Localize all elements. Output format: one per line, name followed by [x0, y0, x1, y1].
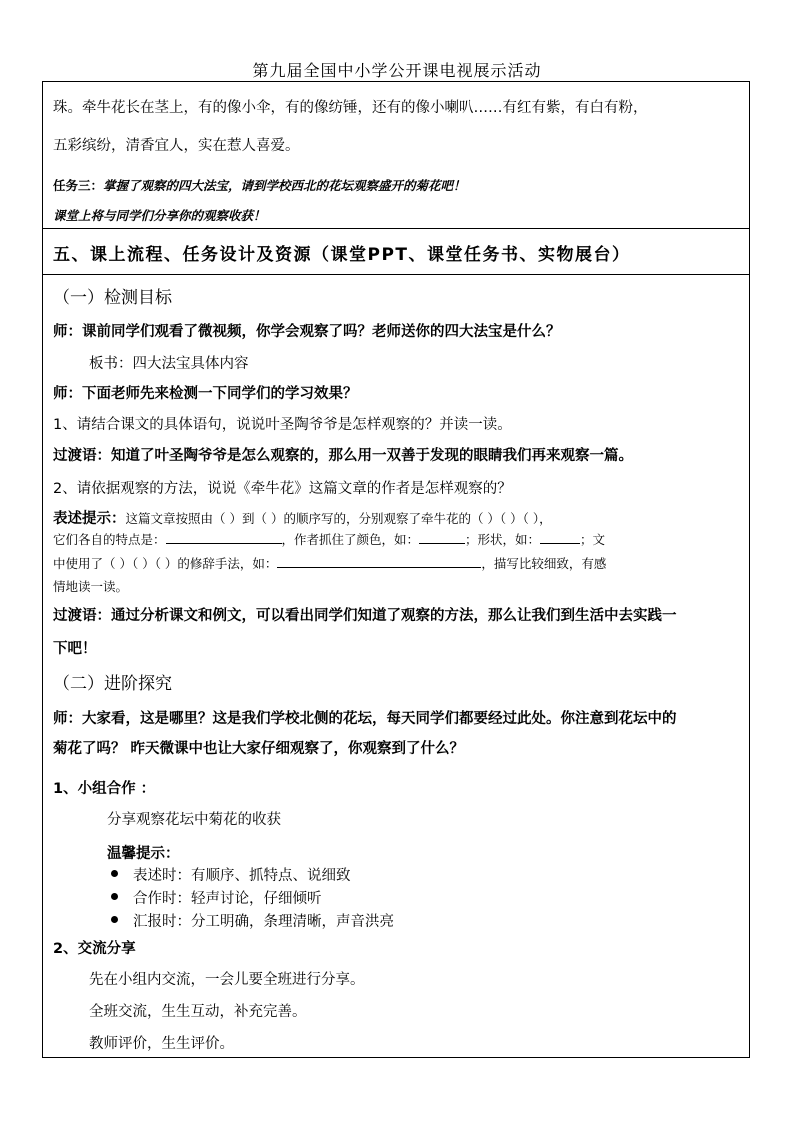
tips-title: 温馨提示： [107, 846, 180, 862]
hint-text: 这篇文章按照由（ ）到（ ）的顺序写的，分别观察了牵牛花的（ ）（ ）（ ）， [125, 511, 552, 526]
share-line: 教师评价，生生评价。 [89, 1036, 234, 1052]
hint-line-1 [53, 507, 552, 528]
tip-item: 汇报时：分工明确，条理清晰，声音洪亮 [133, 914, 394, 930]
part1-title: （一）检测目标 [53, 288, 172, 308]
part2-title: （二）进阶探究 [53, 674, 172, 694]
question-2: 2、请依据观察的方法，说说《牵牛花》这篇文章的作者是怎样观察的？ [53, 481, 512, 497]
share-line: 先在小组内交流，一会儿要全班进行分享。 [89, 972, 365, 988]
task3-line [53, 176, 466, 194]
page-header: 第九届全国中小学公开课电视展示活动 [252, 61, 542, 80]
teacher-text: 师：大家看，这是哪里？这是我们学校北侧的花坛，每天同学们都要经过此处。你注意到花坛中的 [53, 711, 677, 727]
text-line: 珠。牵牛花长在茎上，有的像小伞，有的像纺锤，还有的像小喇叭……有红有紫，有白有粉， [53, 100, 648, 116]
hint-text: ；形状，如： [465, 532, 541, 547]
blank-line[interactable] [419, 531, 465, 544]
tip-item: 表述时：有顺序、抓特点、说细致 [133, 868, 351, 884]
blank-line[interactable] [166, 531, 282, 544]
hint-text: 中使用了（ ）（ ）（ ）的修辞手法，如： [53, 556, 278, 571]
hint-text: 它们各自的特点是： [53, 532, 166, 547]
bullet-icon [111, 870, 118, 877]
share-title: 2、交流分享 [53, 941, 136, 957]
hint-line-4: 情地读一读。 [53, 579, 129, 594]
group-task: 分享观察花坛中菊花的收获 [107, 812, 281, 828]
teacher-text: 菊花了吗？ 昨天微课中也让大家仔细观察了，你观察到了什么？ [53, 741, 465, 757]
bullet-icon [111, 916, 118, 923]
row-divider [43, 228, 749, 229]
transition-1: 过渡语：知道了叶圣陶爷爷是怎么观察的，那么用一双善于发现的眼睛我们再来观察一篇。 [53, 448, 633, 464]
teacher-question: 师：课前同学们观看了微视频，你学会观察了吗？老师送你的四大法宝是什么？ [53, 324, 561, 340]
text-line: 五彩缤纷，清香宜人，实在惹人喜爱。 [53, 138, 300, 154]
hint-line-2 [53, 530, 605, 548]
task3-text: 掌握了观察的四大法宝，请到学校西北的花坛观察盛开的菊花吧！ [103, 178, 466, 193]
task3-label: 任务三： [53, 178, 104, 193]
hint-line-3 [53, 554, 606, 572]
tip-item: 合作时：轻声讨论，仔细倾听 [133, 891, 322, 907]
question-1: 1、请结合课文的具体语句，说说叶圣陶爷爷是怎样观察的？并读一读。 [53, 417, 512, 433]
teacher-question: 师：下面老师先来检测一下同学们的学习效果？ [53, 386, 358, 402]
board-note: 板书：四大法宝具体内容 [89, 356, 249, 372]
group-title: 1、小组合作 ： [53, 781, 156, 797]
hint-text: ，作者抓住了颜色，如： [281, 532, 420, 547]
section5-title: 五、课上流程、任务设计及资源（课堂PPT、课堂任务书、实物展台） [53, 245, 631, 265]
bullet-icon [111, 893, 118, 900]
transition-2-cont: 下吧！ [53, 641, 97, 657]
task3-line2: 课堂上将与同学们分享你的观察收获！ [53, 208, 266, 223]
share-line: 全班交流，生生互动，补充完善。 [89, 1004, 307, 1020]
content-table [42, 82, 750, 1058]
blank-line[interactable] [540, 531, 580, 544]
hint-label: 表述提示： [53, 511, 126, 527]
transition-2: 过渡语：通过分析课文和例文，可以看出同学们知道了观察的方法，那么让我们到生活中去实践一 [53, 608, 677, 624]
hint-text: ；文 [580, 532, 606, 547]
row-divider [43, 274, 749, 275]
blank-line[interactable] [277, 555, 481, 568]
hint-text: ，描写比较细致，有感 [481, 556, 607, 571]
